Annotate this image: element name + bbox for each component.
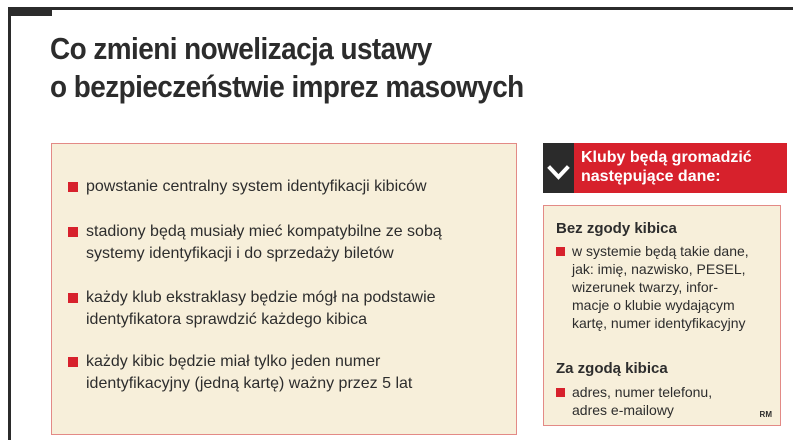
list-item-text bbox=[86, 221, 508, 265]
list-item bbox=[68, 176, 508, 198]
sidebar-data-panel bbox=[543, 205, 781, 426]
frame-corner-block bbox=[8, 7, 52, 16]
frame-left-rule bbox=[8, 7, 11, 440]
title-line-1: Co zmieni nowelizacja ustawy bbox=[50, 31, 432, 66]
main-changes-panel bbox=[51, 143, 517, 435]
frame-top-rule bbox=[8, 7, 793, 10]
title-line-2: o bezpieczeństwie imprez masowych bbox=[50, 69, 524, 104]
list-item-line: każdy klub ekstraklasy będzie mógł na podstawie bbox=[86, 289, 436, 306]
sidebar-title bbox=[581, 148, 785, 186]
sidebar-title-line-1: Kluby będą gromadzić bbox=[581, 149, 752, 166]
red-square-icon bbox=[68, 293, 78, 303]
list-item-text: powstanie centralny system identyfikacji kibiców bbox=[86, 178, 427, 195]
sidebar-header bbox=[543, 143, 787, 193]
list-item-line: adres, numer telefonu, bbox=[572, 384, 713, 400]
list-item-line: kartę, numer identyfikacyjny bbox=[572, 315, 746, 331]
list-item bbox=[556, 242, 776, 332]
sidebar-header-tab bbox=[543, 143, 574, 193]
list-item-line: systemy identyfikacji i do sprzedaży biletów bbox=[86, 245, 394, 262]
list-item-line: identyfikatora sprawdzić każdego kibica bbox=[86, 311, 368, 328]
red-square-icon bbox=[556, 247, 565, 256]
list-item bbox=[556, 383, 776, 419]
red-square-icon bbox=[68, 227, 78, 237]
red-square-icon bbox=[68, 357, 78, 367]
red-square-icon bbox=[68, 182, 78, 192]
list-item bbox=[68, 351, 508, 395]
chevron-down-icon bbox=[547, 165, 570, 181]
list-item-text bbox=[86, 287, 508, 331]
list-item-line: macje o klubie wydającym bbox=[572, 297, 735, 313]
page-title bbox=[50, 30, 698, 106]
list-item-text bbox=[572, 383, 776, 419]
sidebar-title-line-2: następujące dane: bbox=[581, 168, 721, 185]
list-item-line: stadiony będą musiały mieć kompatybilne ze sobą bbox=[86, 223, 442, 240]
list-item-line: jak: imię, nazwisko, PESEL, bbox=[572, 261, 746, 277]
list-item-line: wizerunek twarzy, infor- bbox=[572, 279, 719, 295]
red-square-icon bbox=[556, 388, 565, 397]
section-heading-without-consent: Bez zgody kibica bbox=[556, 220, 677, 237]
list-item-line: identyfikacyjny (jedną kartę) ważny przez 5 lat bbox=[86, 375, 413, 392]
list-item-line: adres e-mailowy bbox=[572, 402, 674, 418]
list-item bbox=[68, 287, 508, 331]
author-credit: RM bbox=[759, 410, 772, 419]
list-item-line: każdy kibic będzie miał tylko jeden numer bbox=[86, 353, 381, 370]
section-heading-with-consent: Za zgodą kibica bbox=[556, 360, 668, 377]
list-item-text bbox=[572, 242, 776, 332]
list-item-text bbox=[86, 351, 508, 395]
list-item-line: w systemie będą takie dane, bbox=[572, 243, 749, 259]
list-item bbox=[68, 221, 508, 265]
